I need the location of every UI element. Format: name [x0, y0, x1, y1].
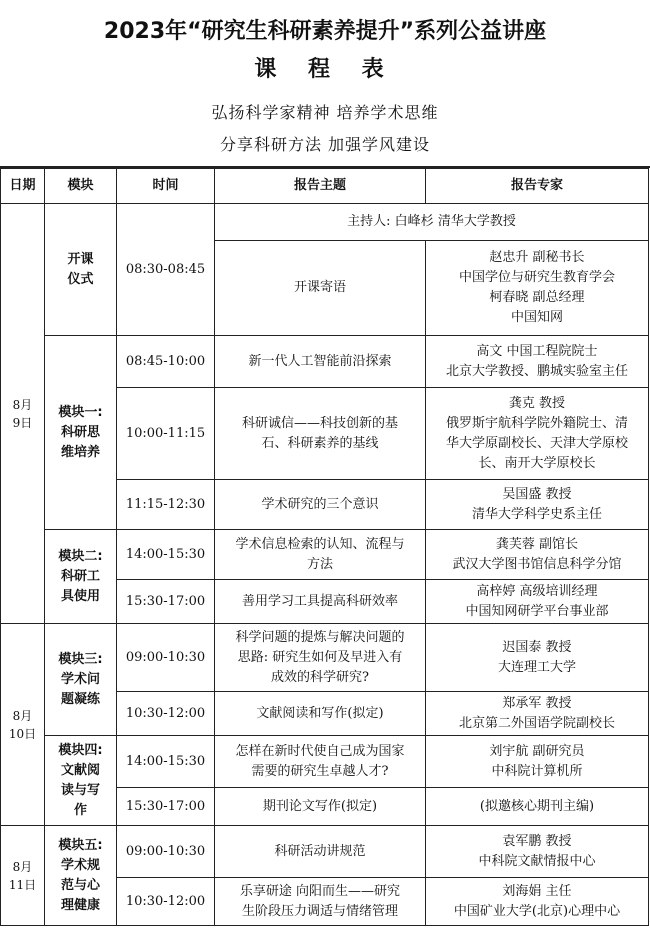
- table-row: [1, 336, 649, 388]
- schedule-table: [0, 168, 649, 926]
- header-time: 时间: [117, 169, 215, 204]
- table-row: [1, 826, 649, 878]
- time-cell: 15:30-17:00: [117, 580, 215, 624]
- table-row: [1, 736, 649, 788]
- module-cell: 模块四: 文献阅 读与写 作: [45, 736, 117, 826]
- host-cell: 主持人: 白峰杉 清华大学教授: [215, 204, 649, 241]
- time-cell: 14:00-15:30: [117, 530, 215, 580]
- day-cell: 8月 11日: [1, 826, 45, 926]
- time-cell: 08:30-08:45: [117, 204, 215, 336]
- time-cell: 15:30-17:00: [117, 788, 215, 826]
- expert-cell: 郑承军 教授 北京第二外国语学院副校长: [426, 692, 649, 736]
- expert-cell: 高梓婷 高级培训经理 中国知网研学平台事业部: [426, 580, 649, 624]
- topic-cell: 期刊论文写作(拟定): [215, 788, 426, 826]
- day-cell: 8月 10日: [1, 624, 45, 826]
- slogan-line-1: 弘扬科学家精神 培养学术思维: [211, 103, 439, 122]
- header-date: 日期: [1, 169, 45, 204]
- time-cell: 11:15-12:30: [117, 480, 215, 530]
- expert-cell: 龚芙蓉 副馆长 武汉大学图书馆信息科学分馆: [426, 530, 649, 580]
- topic-cell: 科学问题的提炼与解决问题的 思路: 研究生如何及早进入有 成效的科学研究?: [215, 624, 426, 692]
- expert-cell: 高文 中国工程院院士 北京大学教授、鹏城实验室主任: [426, 336, 649, 388]
- expert-cell: 刘宇航 副研究员 中科院计算机所: [426, 736, 649, 788]
- topic-cell: 善用学习工具提高科研效率: [215, 580, 426, 624]
- topic-cell: 新一代人工智能前沿探索: [215, 336, 426, 388]
- time-cell: 10:00-11:15: [117, 388, 215, 480]
- expert-cell: 袁军鹏 教授 中科院文献情报中心: [426, 826, 649, 878]
- slogan-line-2: 分享科研方法 加强学风建设: [219, 135, 431, 154]
- expert-cell: (拟邀核心期刊主编): [426, 788, 649, 826]
- topic-cell: 学术信息检索的认知、流程与 方法: [215, 530, 426, 580]
- day-cell: 8月 9日: [1, 204, 45, 624]
- time-cell: 09:00-10:30: [117, 826, 215, 878]
- time-cell: 08:45-10:00: [117, 336, 215, 388]
- header-topic: 报告主题: [215, 169, 426, 204]
- time-cell: 14:00-15:30: [117, 736, 215, 788]
- module-cell: 开课 仪式: [45, 204, 117, 336]
- topic-cell: 文献阅读和写作(拟定): [215, 692, 426, 736]
- topic-cell: 开课寄语: [215, 241, 426, 336]
- expert-cell: 龚克 教授 俄罗斯宇航科学院外籍院士、清 华大学原副校长、天津大学原校 长、南开大学原校长: [426, 388, 649, 480]
- module-cell: 模块二: 科研工 具使用: [45, 530, 117, 624]
- topic-cell: 科研诚信——科技创新的基 石、科研素养的基线: [215, 388, 426, 480]
- module-cell: 模块三: 学术问 题凝练: [45, 624, 117, 736]
- header-module: 模块: [45, 169, 117, 204]
- table-header-row: [1, 169, 649, 204]
- time-cell: 10:30-12:00: [117, 692, 215, 736]
- expert-cell: 赵忠升 副秘书长 中国学位与研究生教育学会 柯春晓 副总经理 中国知网: [426, 241, 649, 336]
- topic-cell: 学术研究的三个意识: [215, 480, 426, 530]
- expert-cell: 吴国盛 教授 清华大学科学史系主任: [426, 480, 649, 530]
- topic-cell: 乐享研途 向阳而生——研究 生阶段压力调适与情绪管理: [215, 878, 426, 926]
- topic-cell: 科研活动讲规范: [215, 826, 426, 878]
- table-row: [1, 624, 649, 692]
- table-row: [1, 530, 649, 580]
- page-title: 2023年“研究生科研素养提升”系列公益讲座: [103, 19, 547, 44]
- table-row: [1, 204, 649, 241]
- expert-cell: 刘海娟 主任 中国矿业大学(北京)心理中心: [426, 878, 649, 926]
- page-subtitle: 课 程 表: [254, 57, 396, 82]
- expert-cell: 迟国泰 教授 大连理工大学: [426, 624, 649, 692]
- time-cell: 09:00-10:30: [117, 624, 215, 692]
- time-cell: 10:30-12:00: [117, 878, 215, 926]
- header-expert: 报告专家: [426, 169, 649, 204]
- module-cell: 模块五: 学术规 范与心 理健康: [45, 826, 117, 926]
- topic-cell: 怎样在新时代使自己成为国家 需要的研究生卓越人才?: [215, 736, 426, 788]
- module-cell: 模块一: 科研思 维培养: [45, 336, 117, 530]
